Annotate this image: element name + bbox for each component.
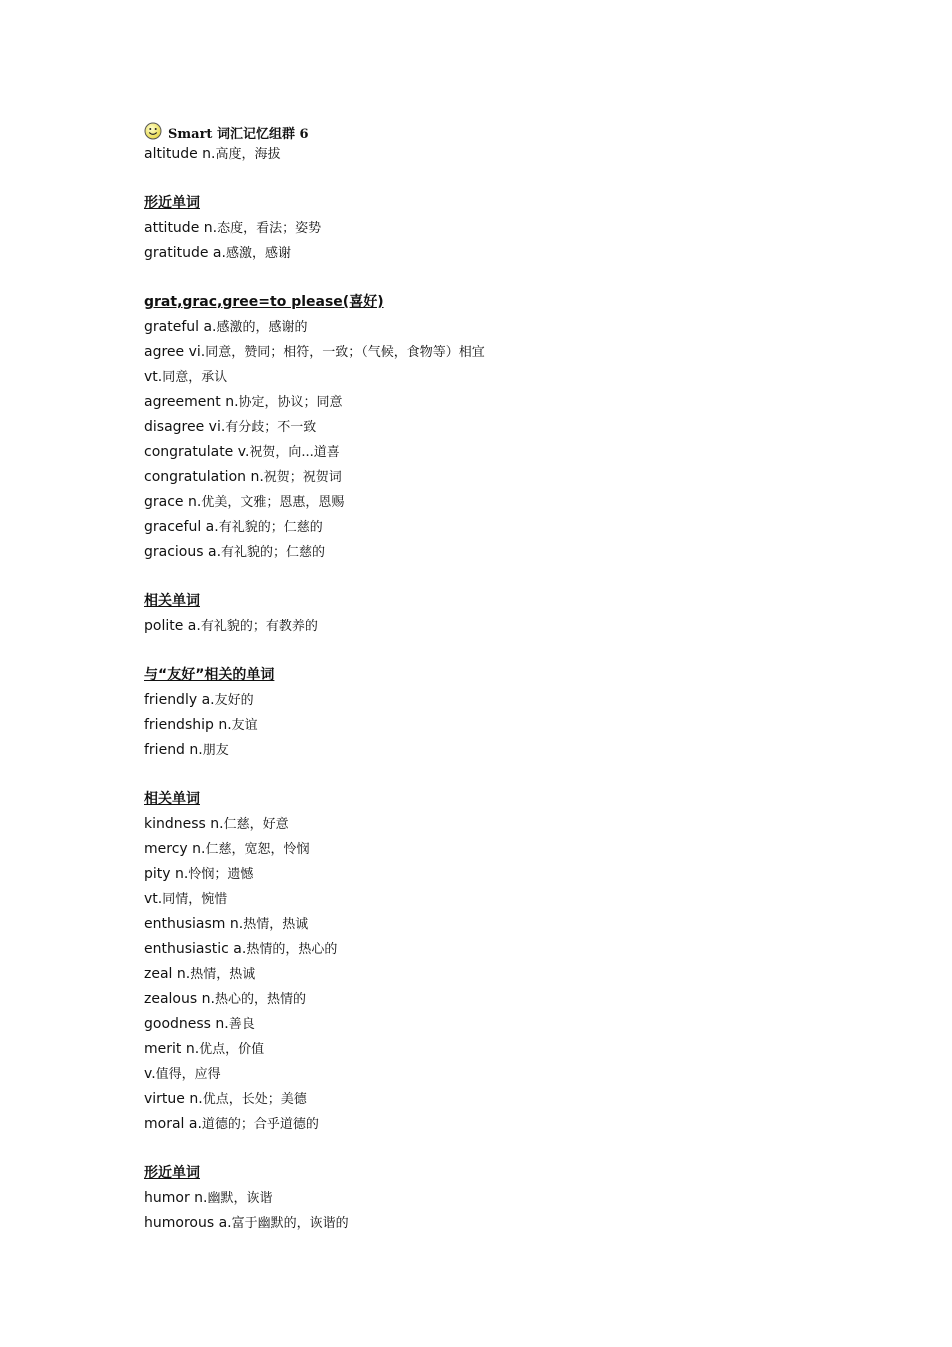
vocab-word: humor n. (144, 1190, 208, 1206)
section-spacer (144, 763, 844, 787)
vocab-entry (144, 365, 844, 390)
vocab-entry (144, 315, 844, 340)
vocab-definition: 优美，文雅；恩惠，恩赐 (201, 495, 345, 510)
vocab-definition: 高度，海拔 (215, 147, 281, 162)
vocab-entry (144, 862, 844, 887)
section-spacer (144, 639, 844, 663)
vocab-entry (144, 340, 844, 365)
vocab-word: pity n. (144, 866, 189, 882)
vocab-entry (144, 812, 844, 837)
vocab-entry (144, 837, 844, 862)
vocab-entry (144, 540, 844, 565)
vocab-definition: 态度，看法；姿势 (217, 221, 322, 236)
vocab-definition: 友谊 (231, 718, 258, 733)
document-page (144, 116, 844, 1236)
vocab-definition: 有礼貌的；仁慈的 (218, 520, 323, 535)
vocab-word: vt. (144, 891, 163, 907)
vocab-definition: 道德的；合乎道德的 (201, 1117, 319, 1132)
vocab-word: merit n. (144, 1041, 200, 1057)
vocab-definition: 热情，热诚 (243, 917, 309, 932)
vocab-entry (144, 390, 844, 415)
vocab-definition: 同意，赞同；相符，一致；（气候，食物等）相宜 (205, 345, 485, 360)
vocab-definition: 善良 (228, 1017, 255, 1032)
vocab-word: gratitude a. (144, 245, 226, 261)
vocab-entry (144, 241, 844, 266)
vocab-definition: 感激的，感谢的 (216, 320, 308, 335)
vocab-word: congratulate v. (144, 444, 250, 460)
vocab-word: congratulation n. (144, 469, 264, 485)
section-heading: 相关单词 (144, 791, 200, 807)
vocab-definition: 感激，感谢 (225, 246, 291, 261)
vocab-word: graceful a. (144, 519, 219, 535)
vocab-entry (144, 738, 844, 763)
vocab-word: mercy n. (144, 841, 206, 857)
vocab-entry (144, 1062, 844, 1087)
vocab-word: altitude n. (144, 146, 216, 162)
vocab-word: disagree vi. (144, 419, 226, 435)
vocab-entry (144, 887, 844, 912)
vocab-definition: 幽默，诙谐 (207, 1191, 273, 1206)
vocab-definition: 优点，长处；美德 (202, 1092, 307, 1107)
vocab-entry (144, 515, 844, 540)
section-spacer (144, 1137, 844, 1161)
vocab-entry (144, 688, 844, 713)
section-heading: 形近单词 (144, 1165, 200, 1181)
vocab-definition: 朋友 (202, 743, 229, 758)
vocab-word: virtue n. (144, 1091, 203, 1107)
vocab-definition: 热情的，热心的 (246, 942, 338, 957)
vocab-word: vt. (144, 369, 163, 385)
vocab-word: agreement n. (144, 394, 239, 410)
vocab-definition: 仁慈，好意 (223, 817, 289, 832)
vocab-word: enthusiasm n. (144, 916, 244, 932)
vocab-word: agree vi. (144, 344, 206, 360)
vocab-word: grace n. (144, 494, 202, 510)
vocab-entry (144, 440, 844, 465)
vocab-word: friendship n. (144, 717, 232, 733)
vocabulary-list (144, 142, 844, 1236)
vocab-entry (144, 614, 844, 639)
vocab-entry (144, 465, 844, 490)
vocab-definition: 祝贺；祝贺词 (263, 470, 342, 485)
vocab-definition: 怜悯；遗憾 (188, 867, 254, 882)
vocab-word: attitude n. (144, 220, 218, 236)
smiley-face-icon (144, 122, 162, 140)
vocab-word: polite a. (144, 618, 201, 634)
section-spacer (144, 266, 844, 290)
vocab-entry (144, 937, 844, 962)
vocab-word: v. (144, 1066, 156, 1082)
vocab-word: friend n. (144, 742, 203, 758)
vocab-definition: 仁慈，宽恕，怜悯 (205, 842, 310, 857)
section-heading: grat,grac,gree=to please(喜好) (144, 294, 384, 310)
vocab-word: zealous n. (144, 991, 215, 1007)
vocab-entry (144, 1186, 844, 1211)
title-row (144, 116, 844, 142)
section-heading: 相关单词 (144, 593, 200, 609)
vocab-entry (144, 216, 844, 241)
vocab-entry (144, 713, 844, 738)
vocab-word: friendly a. (144, 692, 215, 708)
vocab-entry (144, 962, 844, 987)
vocab-word: humorous a. (144, 1215, 232, 1231)
vocab-entry (144, 1211, 844, 1236)
vocab-entry (144, 1087, 844, 1112)
vocab-definition: 有礼貌的；仁慈的 (221, 545, 326, 560)
vocab-word: zeal n. (144, 966, 191, 982)
section-spacer (144, 565, 844, 589)
vocab-entry (144, 987, 844, 1012)
vocab-definition: 热情，热诚 (190, 967, 256, 982)
vocab-entry (144, 912, 844, 937)
vocab-definition: 友好的 (214, 693, 254, 708)
vocab-word: kindness n. (144, 816, 224, 832)
section-heading: 与“友好”相关的单词 (144, 667, 275, 683)
vocab-entry (144, 415, 844, 440)
vocab-definition: 富于幽默的，诙谐的 (231, 1216, 349, 1231)
vocab-definition: 协定，协议；同意 (238, 395, 343, 410)
vocab-entry (144, 142, 844, 167)
vocab-definition: 优点，价值 (199, 1042, 265, 1057)
vocab-definition: 值得，应得 (155, 1067, 221, 1082)
vocab-definition: 热心的，热情的 (214, 992, 306, 1007)
vocab-definition: 同情，惋惜 (162, 892, 228, 907)
vocab-word: grateful a. (144, 319, 217, 335)
vocab-entry (144, 490, 844, 515)
vocab-entry (144, 1112, 844, 1137)
vocab-word: gracious a. (144, 544, 222, 560)
section-heading: 形近单词 (144, 195, 200, 211)
page-title: Smart 词汇记忆组群 6 (168, 127, 309, 142)
vocab-definition: 同意，承认 (162, 370, 228, 385)
vocab-word: moral a. (144, 1116, 202, 1132)
vocab-entry (144, 1012, 844, 1037)
vocab-entry (144, 1037, 844, 1062)
vocab-definition: 祝贺，向...道喜 (249, 445, 340, 460)
vocab-definition: 有分歧；不一致 (225, 420, 317, 435)
vocab-word: goodness n. (144, 1016, 229, 1032)
vocab-definition: 有礼貌的；有教养的 (200, 619, 318, 634)
section-spacer (144, 167, 844, 191)
vocab-word: enthusiastic a. (144, 941, 247, 957)
